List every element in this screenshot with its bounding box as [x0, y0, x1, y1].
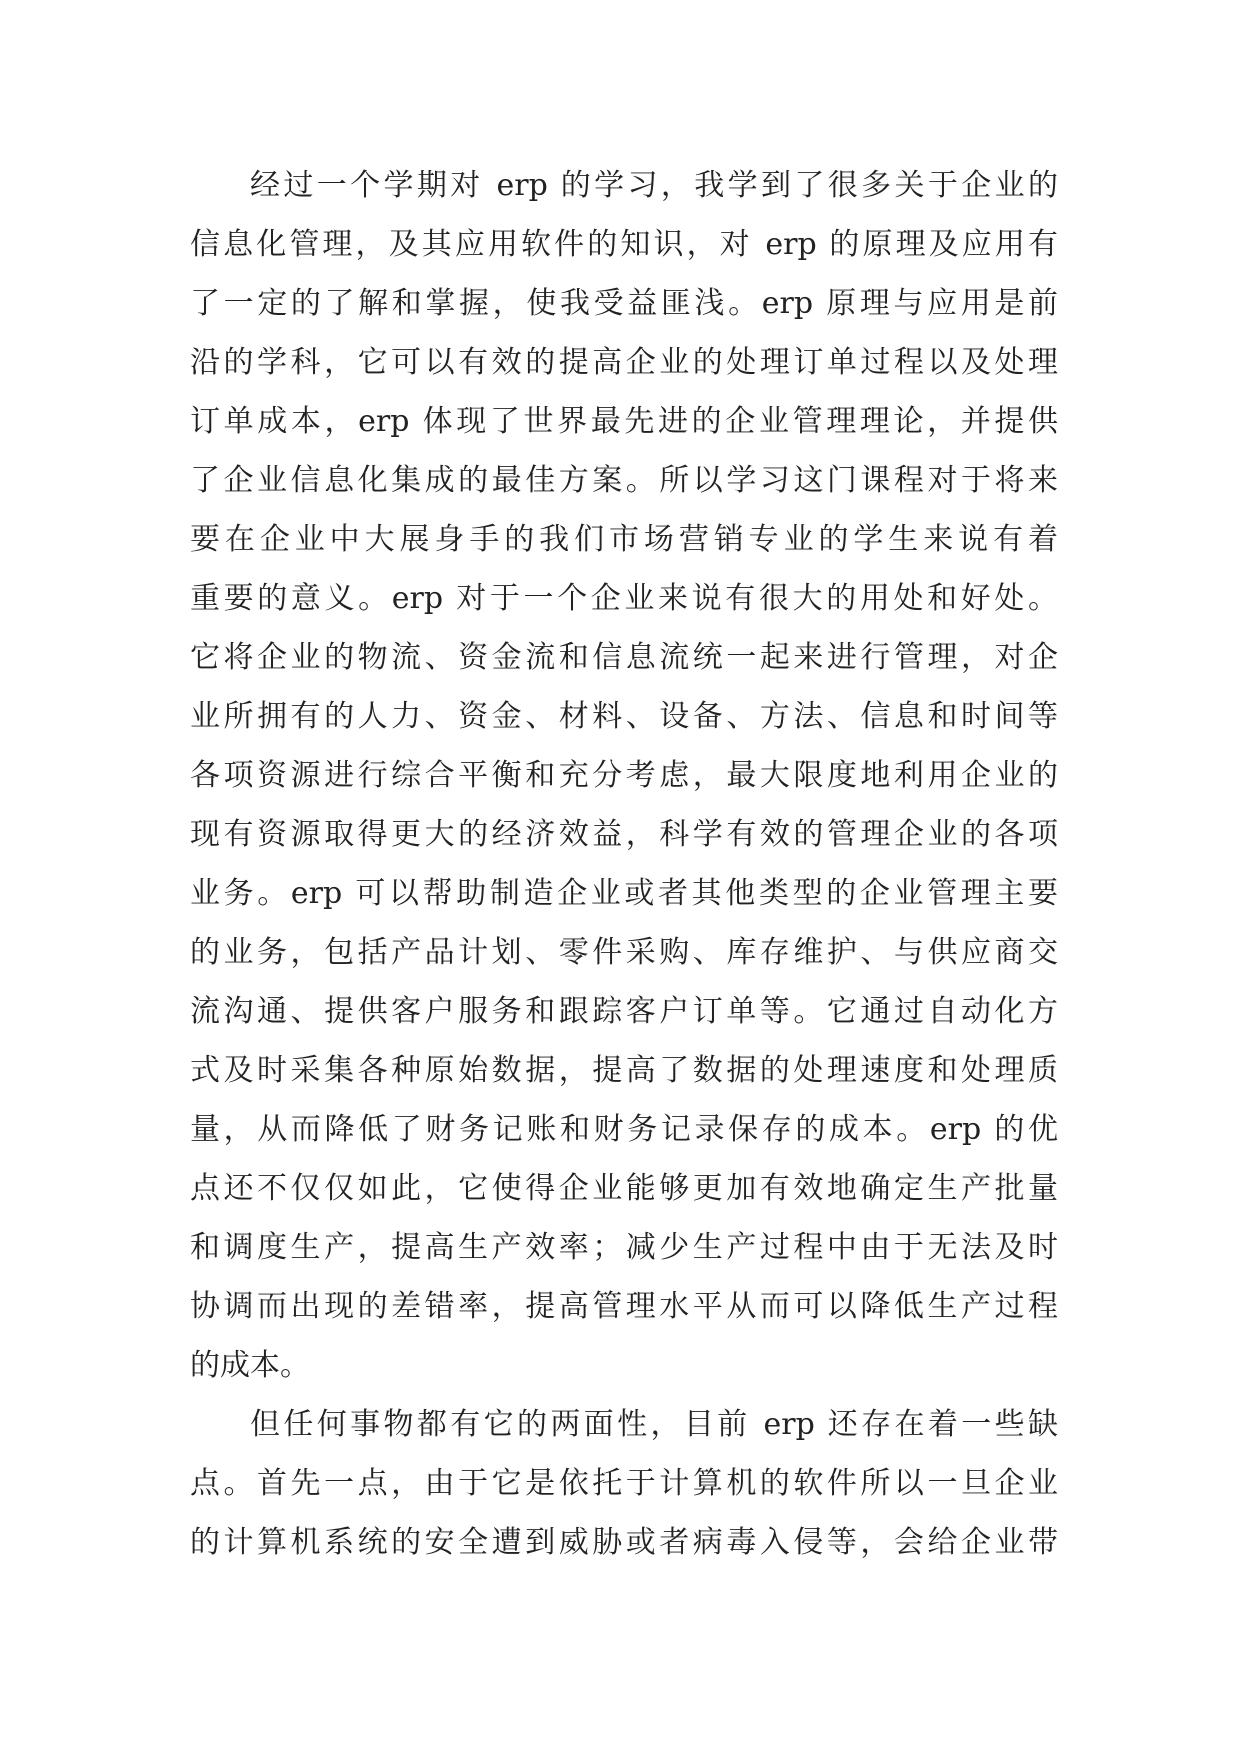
text-line: 沿的学科，它可以有效的提高企业的处理订单过程以及处理	[190, 345, 1058, 380]
text-line: 业所拥有的人力、资金、材料、设备、方法、信息和时间等	[190, 699, 1058, 734]
text-line: 的计算机系统的安全遭到威胁或者病毒入侵等，会给企业带	[190, 1525, 1058, 1560]
text-line: 点。首先一点，由于它是依托于计算机的软件所以一旦企业	[190, 1466, 1058, 1501]
text-line: 流沟通、提供客户服务和跟踪客户订单等。它通过自动化方	[190, 994, 1058, 1029]
text-line: 但任何事物都有它的两面性，目前 erp 还存在着一些缺	[250, 1407, 1058, 1442]
text-line: 和调度生产，提高生产效率；减少生产过程中由于无法及时	[190, 1230, 1058, 1265]
text-line: 了一定的了解和掌握，使我受益匪浅。erp 原理与应用是前	[190, 286, 1058, 321]
text-line: 它将企业的物流、资金流和信息流统一起来进行管理，对企	[190, 640, 1058, 675]
text-line: 的成本。	[190, 1348, 310, 1383]
text-line: 协调而出现的差错率，提高管理水平从而可以降低生产过程	[190, 1289, 1058, 1324]
text-line: 现有资源取得更大的经济效益，科学有效的管理企业的各项	[190, 817, 1058, 852]
paragraph-1	[190, 156, 1058, 1395]
body-text	[190, 156, 1058, 1572]
text-line: 式及时采集各种原始数据，提高了数据的处理速度和处理质	[190, 1053, 1058, 1088]
text-line: 订单成本，erp 体现了世界最先进的企业管理理论，并提供	[190, 404, 1058, 439]
text-line: 重要的意义。erp 对于一个企业来说有很大的用处和好处。	[190, 581, 1058, 616]
text-line: 的业务，包括产品计划、零件采购、库存维护、与供应商交	[190, 935, 1058, 970]
text-line: 经过一个学期对 erp 的学习，我学到了很多关于企业的	[250, 168, 1058, 203]
text-line: 要在企业中大展身手的我们市场营销专业的学生来说有着	[190, 522, 1058, 557]
text-line: 点还不仅仅如此，它使得企业能够更加有效地确定生产批量	[190, 1171, 1058, 1206]
text-line: 各项资源进行综合平衡和充分考虑，最大限度地利用企业的	[190, 758, 1058, 793]
text-line: 信息化管理，及其应用软件的知识，对 erp 的原理及应用有	[190, 227, 1058, 262]
text-line: 业务。erp 可以帮助制造企业或者其他类型的企业管理主要	[190, 876, 1058, 911]
paragraph-2	[190, 1395, 1058, 1572]
text-line: 了企业信息化集成的最佳方案。所以学习这门课程对于将来	[190, 463, 1058, 498]
text-line: 量，从而降低了财务记账和财务记录保存的成本。erp 的优	[190, 1112, 1058, 1147]
